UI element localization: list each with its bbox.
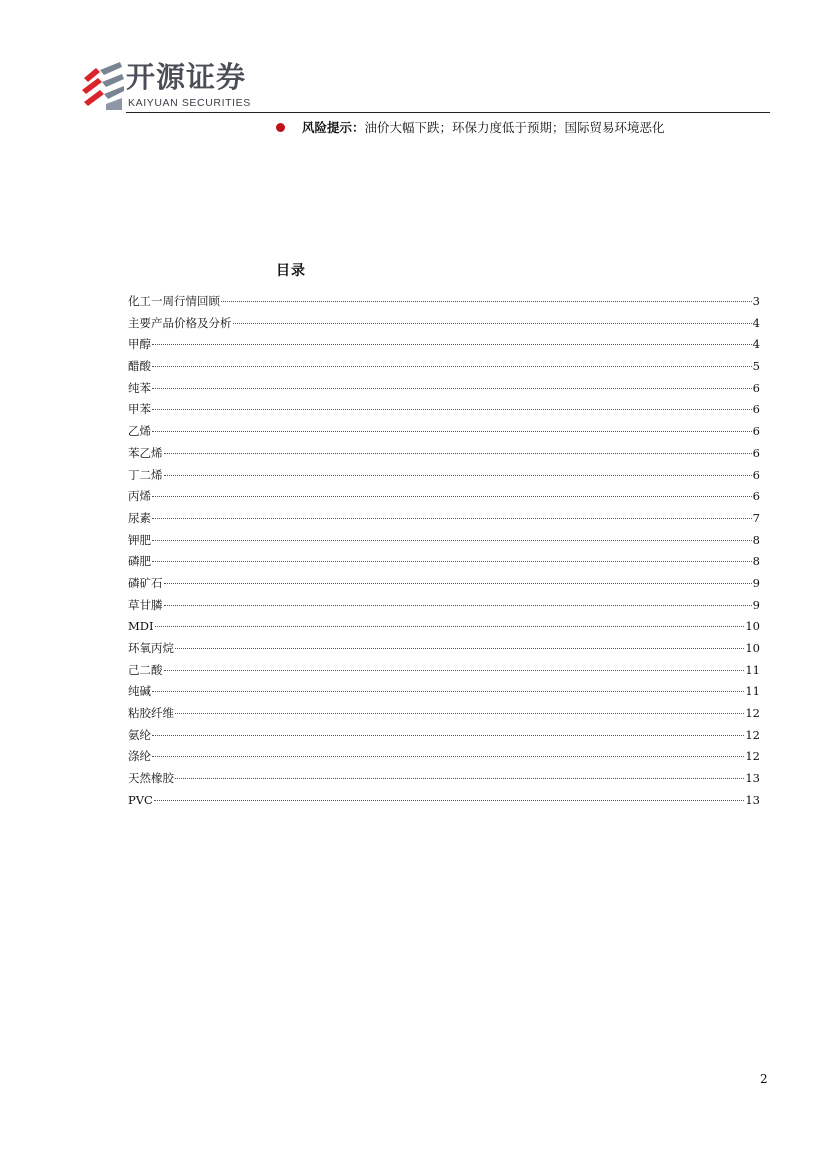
toc-entry-page: 6 <box>752 424 760 439</box>
toc-entry-title: 纯苯 <box>128 380 151 395</box>
toc-entry-title: 丙烯 <box>128 489 151 504</box>
toc-leader-dots <box>152 691 744 692</box>
toc-entry-title: 磷肥 <box>128 554 151 569</box>
toc-leader-dots <box>152 344 752 345</box>
toc-entry-page: 12 <box>745 749 760 764</box>
toc-leader-dots <box>154 800 745 801</box>
brand-name-cn: 开源证券 <box>126 60 247 94</box>
toc-entry-page: 6 <box>752 402 760 417</box>
toc-entry[interactable] <box>128 399 760 421</box>
brand-name-en: KAIYUAN SECURITIES <box>128 97 251 109</box>
toc-entry[interactable] <box>128 573 760 595</box>
toc-entry-title: 化工一周行情回顾 <box>128 294 220 308</box>
toc-entry-title: 氨纶 <box>128 727 151 742</box>
toc-entry-page: 4 <box>752 315 760 330</box>
toc-entry[interactable] <box>128 313 760 335</box>
toc-leader-dots <box>152 388 752 389</box>
toc-entry-page: 5 <box>752 359 760 374</box>
toc-entry[interactable] <box>128 703 760 725</box>
toc-entry-page: 10 <box>745 641 760 655</box>
toc-entry[interactable] <box>128 465 760 487</box>
header-divider <box>126 112 770 113</box>
toc-leader-dots <box>152 366 752 367</box>
toc-entry[interactable] <box>128 291 760 313</box>
toc-leader-dots <box>152 735 744 736</box>
toc-entry-page: 6 <box>752 467 760 482</box>
toc-leader-dots <box>164 605 752 606</box>
toc-leader-dots <box>155 626 745 627</box>
toc-leader-dots <box>152 561 752 562</box>
kaiyuan-logo-icon <box>78 58 126 114</box>
toc-entry-title: 尿素 <box>128 510 151 525</box>
toc-entry[interactable] <box>128 378 760 400</box>
toc-leader-dots <box>175 648 744 649</box>
toc-entry-page: 11 <box>745 662 760 677</box>
page-number: 2 <box>760 1072 768 1086</box>
toc-leader-dots <box>152 756 744 757</box>
toc-entry-page: 10 <box>745 619 760 634</box>
bullet-icon <box>276 123 285 132</box>
toc-leader-dots <box>152 496 752 497</box>
toc-entry[interactable] <box>128 660 760 682</box>
toc-entry[interactable] <box>128 551 760 573</box>
toc-entry-page: 6 <box>752 380 760 395</box>
toc-entry-page: 7 <box>752 510 760 525</box>
toc-leader-dots <box>152 518 752 519</box>
toc-entry[interactable] <box>128 638 760 660</box>
toc-entry-title: 己二酸 <box>128 662 163 677</box>
toc-entry-title: 粘胶纤维 <box>128 706 174 721</box>
toc-entry-title: PVC <box>128 792 153 807</box>
toc-entry-title: 乙烯 <box>128 424 151 439</box>
brand-logo <box>78 58 278 114</box>
risk-warning <box>276 119 665 137</box>
toc-entry[interactable] <box>128 443 760 465</box>
toc-leader-dots <box>164 583 752 584</box>
toc-entry-title: 甲苯 <box>128 402 151 417</box>
toc-entry-title: 磷矿石 <box>128 575 163 590</box>
toc-entry[interactable] <box>128 356 760 378</box>
toc-entry-title: MDI <box>128 619 154 634</box>
toc-entry-title: 甲醇 <box>128 337 151 352</box>
toc-entry-title: 纯碱 <box>128 684 151 699</box>
toc-entry-page: 3 <box>752 294 760 308</box>
toc-leader-dots <box>221 301 752 302</box>
toc-entry[interactable] <box>128 616 760 638</box>
toc-entry-page: 11 <box>745 684 760 699</box>
toc-entry[interactable] <box>128 768 760 790</box>
toc-entry-title: 草甘膦 <box>128 597 163 612</box>
toc-leader-dots <box>152 431 752 432</box>
toc-leader-dots <box>152 540 752 541</box>
toc-entry-page: 13 <box>745 792 760 807</box>
toc-leader-dots <box>233 323 752 324</box>
toc-entry-title: 苯乙烯 <box>128 445 163 460</box>
toc-leader-dots <box>175 778 744 779</box>
toc-entry-page: 9 <box>752 575 760 590</box>
toc-title: 目录 <box>276 263 306 279</box>
toc-entry[interactable] <box>128 508 760 530</box>
toc-entry[interactable] <box>128 790 760 812</box>
toc-entry-title: 主要产品价格及分析 <box>128 315 232 330</box>
toc-entry-title: 天然橡胶 <box>128 771 174 786</box>
toc-entry-page: 6 <box>752 445 760 460</box>
toc-entry-page: 4 <box>752 337 760 352</box>
toc-leader-dots <box>152 409 752 410</box>
toc-entry-page: 8 <box>752 532 760 547</box>
risk-label: 风险提示： <box>302 120 365 135</box>
toc-leader-dots <box>164 670 745 671</box>
toc-entry-title: 环氧丙烷 <box>128 641 174 655</box>
toc-entry[interactable] <box>128 486 760 508</box>
toc-entry[interactable] <box>128 334 760 356</box>
toc-entry[interactable] <box>128 421 760 443</box>
risk-text: 油价大幅下跌；环保力度低于预期；国际贸易环境恶化 <box>364 120 665 135</box>
toc-entry-page: 12 <box>745 727 760 742</box>
toc-leader-dots <box>175 713 744 714</box>
toc-entry[interactable] <box>128 725 760 747</box>
toc-entry[interactable] <box>128 746 760 768</box>
toc-leader-dots <box>164 475 752 476</box>
toc-entry-page: 6 <box>752 489 760 504</box>
toc-entry-page: 13 <box>745 771 760 786</box>
toc-entry-page: 12 <box>745 706 760 721</box>
toc-entry-title: 醋酸 <box>128 359 151 374</box>
table-of-contents <box>128 291 760 812</box>
toc-entry-page: 8 <box>752 554 760 569</box>
toc-entry[interactable] <box>128 595 760 617</box>
toc-entry-title: 钾肥 <box>128 532 151 547</box>
toc-entry[interactable] <box>128 530 760 552</box>
toc-entry-title: 涤纶 <box>128 749 151 764</box>
toc-entry-page: 9 <box>752 597 760 612</box>
toc-entry-title: 丁二烯 <box>128 467 163 482</box>
toc-leader-dots <box>164 453 752 454</box>
toc-entry[interactable] <box>128 681 760 703</box>
